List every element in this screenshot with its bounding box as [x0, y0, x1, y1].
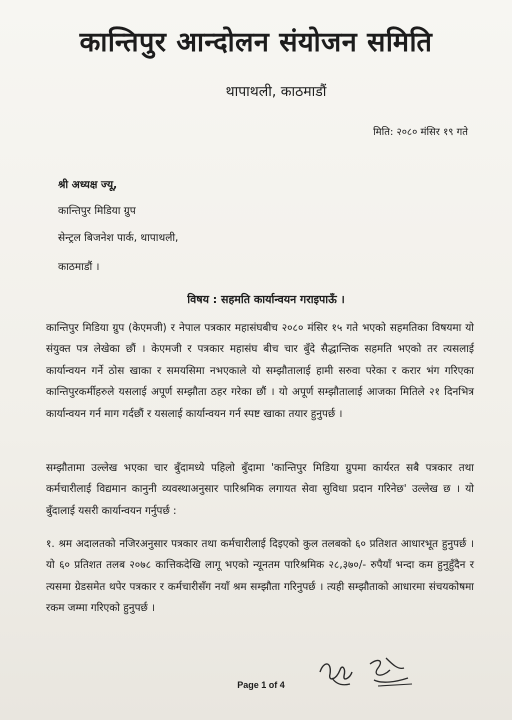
- recipient-city: काठमाडौं ।: [58, 261, 100, 273]
- letter-date: मिति: २०८० मंसिर १९ गते: [373, 127, 468, 138]
- recipient-salutation: श्री अध्यक्ष ज्यू,: [58, 179, 118, 191]
- letterhead-location: थापाथली, काठमाडौं: [225, 84, 327, 100]
- recipient-organization: कान्तिपुर मिडिया ग्रुप: [58, 205, 136, 217]
- body-paragraph-3: १. श्रम अदालतको नजिरअनुसार पत्रकार तथा कर्मचारीलाई दिइएको कुल तलबको ६० प्रतिशत आधारभूत हुनुपर्छ । यो ६० प्रतिशत तलब २०७८ कात्तिकदेखि लागू भएको न्यूनतम पारिश्रमिक २८,३७०/- रुपैयाँ भन्दा कम हुनुहुँदैन र त्यसमा ग्रेडसमेत थपेर पत्रकार र कर्मचारीसँग नयाँ श्रम सम्झौता गरिनुपर्छ । त्यही सम्झौताको आधारमा संचयकोषमा रकम जम्मा गरिएको हुनुपर्छ ।: [46, 538, 474, 615]
- letter-subject: विषय : सहमति कार्यान्वयन गराइपाऊँ ।: [187, 293, 345, 306]
- letterhead-title: कान्तिपुर आन्दोलन संयोजन समिति: [79, 27, 433, 58]
- recipient-address: सेन्ट्रल बिजनेश पार्क, थापाथली,: [58, 232, 179, 244]
- body-paragraph-1: कान्तिपुर मिडिया ग्रुप (केएमजी) र नेपाल पत्रकार महासंघबीच २०८० मंसिर १५ गते भएको सहमतिका विषयमा यो संयुक्त पत्र लेखेका छौं । केएमजी र पत्रकार महासंघ बीच चार बुँदे सैद्धान्तिक सहमति भएको तर त्यसलाई कार्यान्वयन गर्ने ठोस खाका र समयसिमा नभएकाले यो सम्झौतालाई हामी सरुवा परेका र करार भंग गरिएका कान्तिपुरकर्मीहरुले यसलाई अपूर्ण सम्झौता ठहर गरेका छौं । यो अपूर्ण सम्झौतालाई आजका मितिले २१ दिनभित्र कार्यान्वयन गर्न माग गर्दछौं र यसलाई कार्यान्वयन गर्न स्पष्ट खाका तयार हुनुपर्छ ।: [46, 322, 474, 420]
- page-number: Page 1 of 4: [237, 680, 285, 690]
- body-paragraph-2: सम्झौतामा उल्लेख भएका चार बुँदामध्ये पहिलो बुँदामा 'कान्तिपुर मिडिया ग्रुपमा कार्यरत सबै पत्रकार तथा कर्मचारीलाई विद्यमान कानुनी व्यवस्थाअनुसार पारिश्रमिक लगायत सेवा सुविधा प्रदान गरिनेछ' उल्लेख छ । यो बुँदालाई यसरी कार्यान्वयन गर्नुपर्छ :: [46, 462, 474, 517]
- signature-mark: [312, 650, 422, 698]
